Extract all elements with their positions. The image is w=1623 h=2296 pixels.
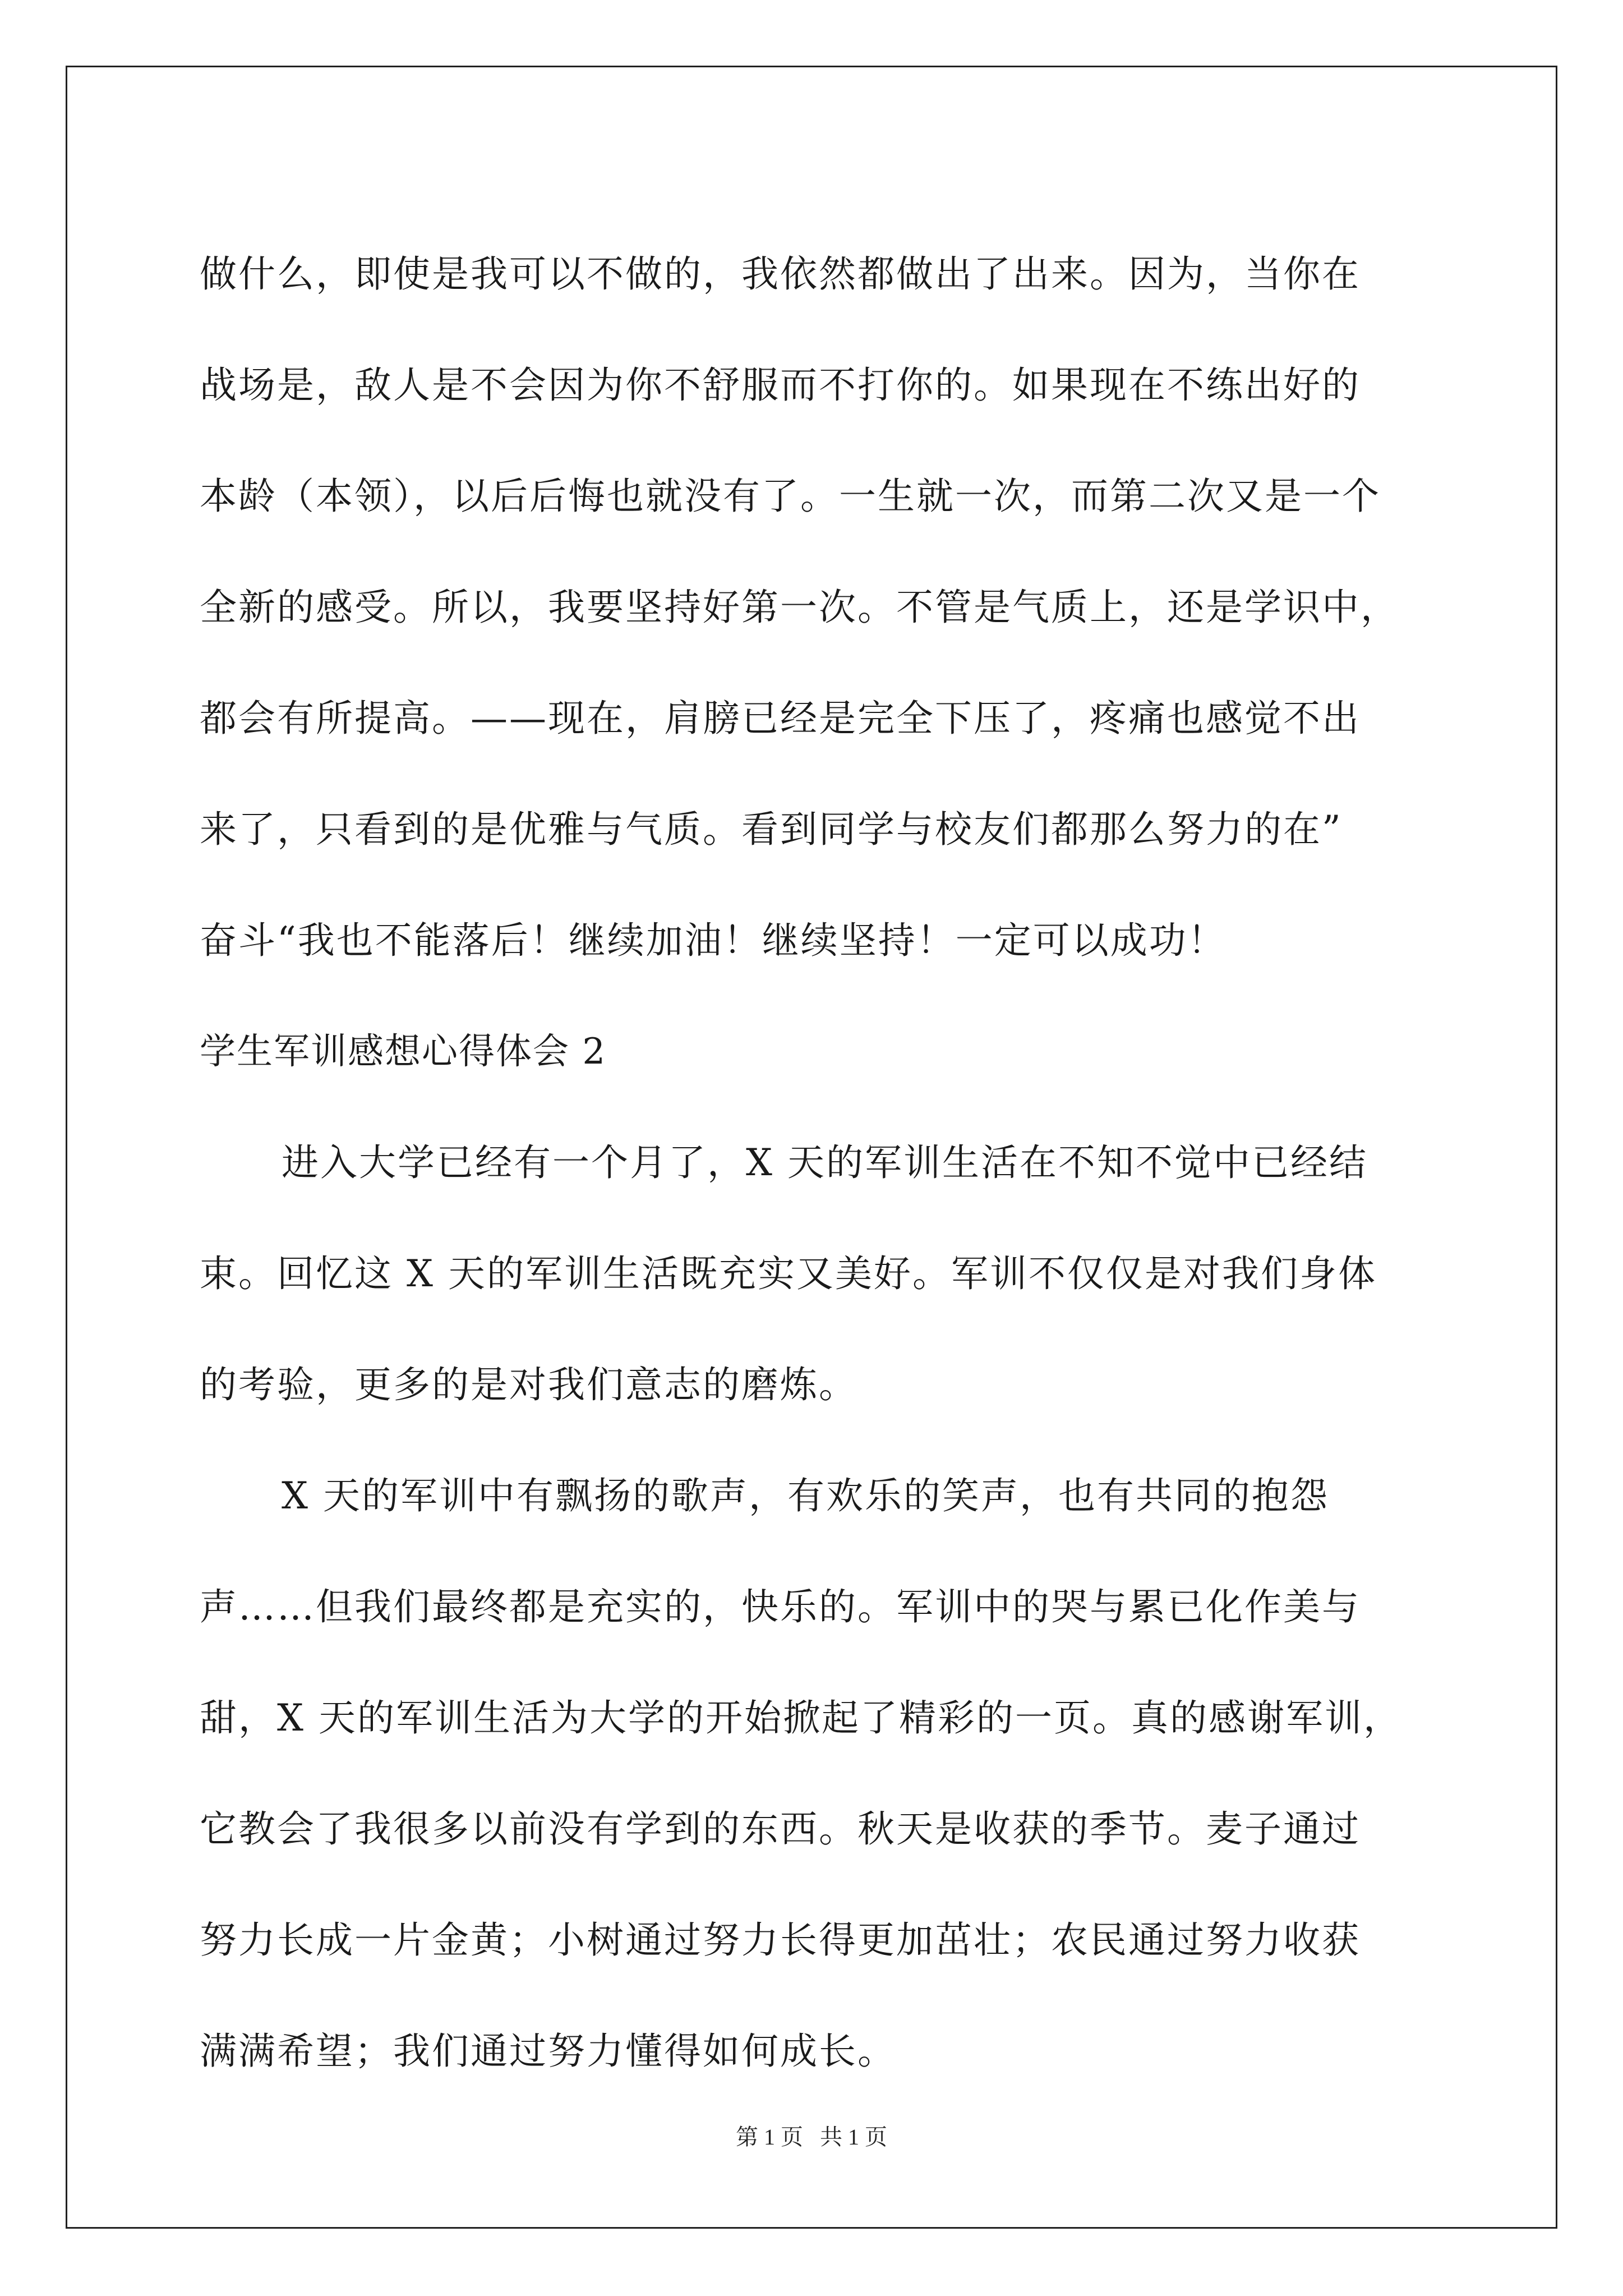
paragraph-2 [200, 1107, 1433, 1441]
text-line: 都会有所提高。——现在，肩膀已经是完全下压了，疼痛也感觉不出 [200, 697, 1361, 740]
text-line: 全新的感受。所以，我要坚持好第一次。不管是气质上，还是学识中， [200, 586, 1399, 629]
text-line: 满满希望；我们通过努力懂得如何成长。 [200, 2030, 896, 2073]
text-line: 的考验，更多的是对我们意志的磨炼。 [200, 1363, 857, 1406]
text-line: 束。回忆这 X 天的军训生活既充实又美好。军训不仅仅是对我们身体 [200, 1252, 1377, 1295]
text-line: 战场是，敌人是不会因为你不舒服而不打你的。如果现在不练出好的 [200, 364, 1361, 407]
text-line: 进入大学已经有一个月了，X 天的军训生活在不知不觉中已经结 [282, 1141, 1368, 1184]
text-line: 来了，只看到的是优雅与气质。看到同学与校友们都那么努力的在” [200, 808, 1343, 851]
paragraph-1 [200, 219, 1433, 996]
text-line: 甜，X 天的军训生活为大学的开始掀起了精彩的一页。真的感谢军训， [200, 1696, 1402, 1740]
text-line: 本龄（本领），以后后悔也就没有了。一生就一次，而第二次又是一个 [200, 475, 1381, 518]
page-number-footer: 第 1 页 共 1 页 [736, 2124, 887, 2150]
text-line: 声……但我们最终都是充实的，快乐的。军训中的哭与累已化作美与 [200, 1585, 1361, 1628]
text-line: 努力长成一片金黄；小树通过努力长得更加茁壮；农民通过努力收获 [200, 1918, 1361, 1962]
document-body [200, 219, 1433, 2107]
text-line: 做什么，即使是我可以不做的，我依然都做出了出来。因为，当你在 [200, 252, 1361, 296]
text-line: 奋斗“我也不能落后！继续加油！继续坚持！一定可以成功！ [200, 919, 1227, 962]
text-line: 它教会了我很多以前没有学到的东西。秋天是收获的季节。麦子通过 [200, 1807, 1361, 1851]
text-line: X 天的军训中有飘扬的歌声，有欢乐的笑声，也有共同的抱怨 [282, 1474, 1329, 1517]
paragraph-3 [200, 1441, 1433, 2107]
section-title: 学生军训感想心得体会 2 [200, 1031, 607, 1073]
